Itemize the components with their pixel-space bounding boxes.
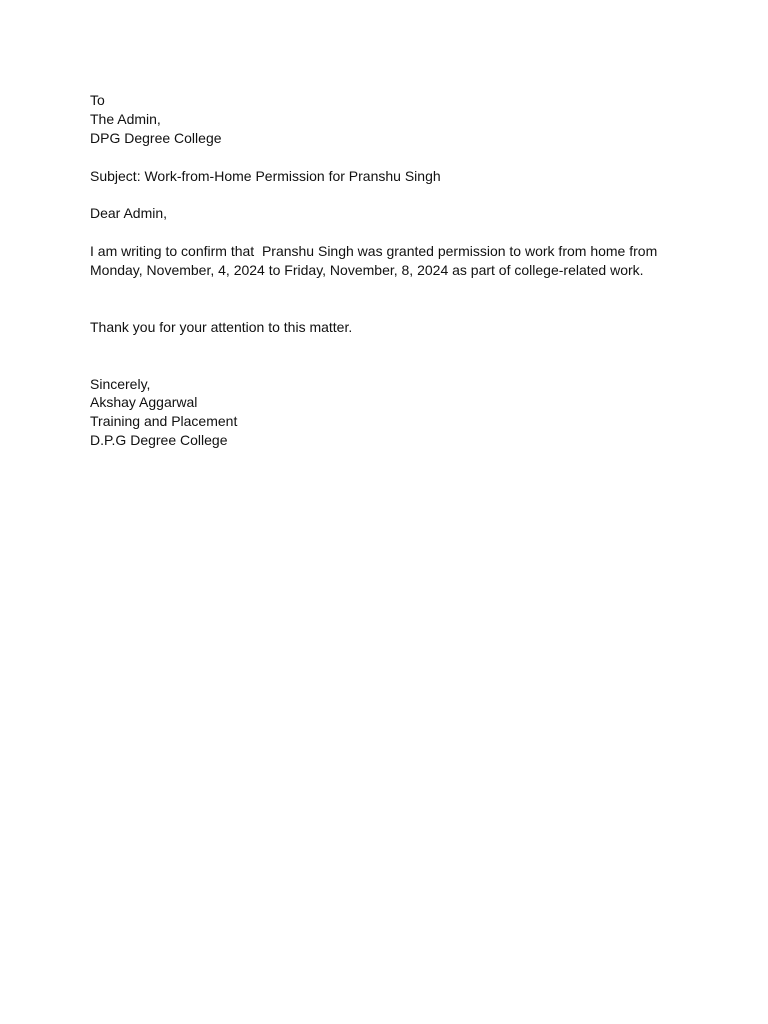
signature-institution: D.P.G Degree College <box>90 432 228 449</box>
spacer <box>90 337 710 375</box>
signature-closing: Sincerely, <box>90 375 151 392</box>
spacer <box>90 148 710 167</box>
recipient-name: The Admin, <box>90 110 161 127</box>
spacer <box>90 186 710 205</box>
thanks-line: Thank you for your attention to this matter. <box>90 318 353 335</box>
body-paragraph <box>90 242 710 280</box>
salutation: Dear Admin, <box>90 205 168 222</box>
body-line-2: Monday, November, 4, 2024 to Friday, November, 8, 2024 as part of college-related work. <box>90 262 644 279</box>
signature-block <box>90 375 710 451</box>
recipient-org: DPG Degree College <box>90 129 222 146</box>
signature-department: Training and Placement <box>90 413 238 430</box>
signature-name: Akshay Aggarwal <box>90 394 198 411</box>
spacer <box>90 223 710 242</box>
recipient-to: To <box>90 92 105 108</box>
recipient-block <box>90 91 710 148</box>
spacer <box>90 280 710 318</box>
subject-line: Subject: Work-from-Home Permission for Pranshu Singh <box>90 167 441 184</box>
letter-document <box>90 91 710 450</box>
body-line-1: I am writing to confirm that Pranshu Singh was granted permission to work from home from <box>90 243 658 260</box>
